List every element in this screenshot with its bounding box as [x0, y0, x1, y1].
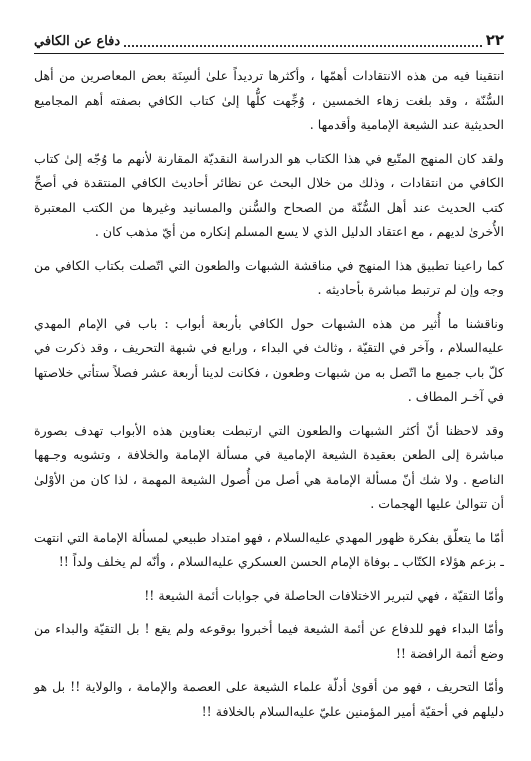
paragraph: كما راعينا تطبيق هذا المنهج في مناقشة الشبهات والطعون التي اتّصلت بكتاب الكافي من وجه وإن لم ترتبط مباشرة بأحاديثه . [34, 257, 504, 297]
paragraph: وناقشنا ما أُثير من هذه الشبهات حول الكافي بأربعة أبواب : باب في الإمام المهدي عليه‌السلام ، وآخر في التقيّة ، وثالث في البداء ، ورابع في شبهة التحريف ، وقد ذكرت في كلّ باب جميع ما اتّصل به من شبهات وطعون ، فكانت لدينا أربعة عشر فصلاً ستأتي خلاصتها في آخـر المطاف . [34, 315, 504, 404]
paragraph: وأمّا التقيّة ، فهي لتبرير الاختلافات الحاصلة في جوابات أئمة الشيعة !! [144, 587, 504, 603]
header-leader-dots [124, 35, 481, 47]
page-number: ٢٢ [485, 31, 504, 49]
book-page [34, 30, 504, 733]
paragraph: أمّا ما يتعلّق بفكرة ظهور المهدي عليه‌السلام ، فهو امتداد طبيعي لمسألة الإمامة التي انتهت ـ بزعم هؤلاء الكتّاب ـ بوفاة الإمام الحسن العسكري عليه‌السلام ، وأنّه لم يخلف ولداً !! [34, 529, 504, 569]
paragraph: وأمّا التحريف ، فهو من أقوىٰ أدلّة علماء الشيعة على العصمة والإمامة ، والولاية !! بل هو دليلهم في أحقيّة أمير المؤمنين عليّ عليه‌السلام بالخلافة !! [34, 679, 504, 719]
paragraph: ولقد كان المنهج المتّبع في هذا الكتاب هو الدراسة النقديّة المقارنة لأنهم ما وُجّه إلىٰ كتاب الكافي من انتقادات ، وذلك من خلال البحث عن نظائر أحاديث الكافي المنتقدة في أصحِّ كتب الحديث عند أهل السُّنّة من الصحاح والسُّنن والمسانيد وغيرها من الكتب المعتبرة الأُخرىٰ لديهم ، مع اعتقاد الدليل الذي لا يسع المسلم إنكاره من أيّ مذهب كان . [34, 150, 504, 239]
paragraph: وأمّا البداء فهو للدفاع عن أئمة الشيعة فيما أخبروا بوقوعه ولم يقع ! بل التقيّة والبداء من وضع أئمة الرافضة !! [34, 621, 504, 661]
page-header [34, 30, 504, 54]
page-body [34, 64, 504, 724]
running-title: دفاع عن الكافي [34, 34, 121, 49]
paragraph: انتقينا فيه من هذه الانتقادات أهمّها ، وأكثرها ترديداً علىٰ ألسِنَة بعض المعاصرين من أهل السُّنّة ، وقد بلغت زهاء الخمسين ، وُجِّهت كلُّها إلىٰ كتاب الكافي بصفته أهم المجاميع الحديثية عند الشيعة الإمامية وأقدمها . [34, 68, 504, 132]
paragraph: وقد لاحظنا أنّ أكثر الشبهات والطعون التي ارتبطت بعناوين هذه الأبواب تهدف بصورة مباشرة إلى الطعن بعقيدة الشيعة الإمامية في مسألة الإمامة والخلافة ، وتشويه وجـهها الناصع . ولا شك أنّ مسألة الإمامة هي أصل من أُصول الشيعة المهمة ، لذا كان من الأوْلىٰ أن تتوالىٰ عليها الهجمات . [34, 422, 504, 511]
